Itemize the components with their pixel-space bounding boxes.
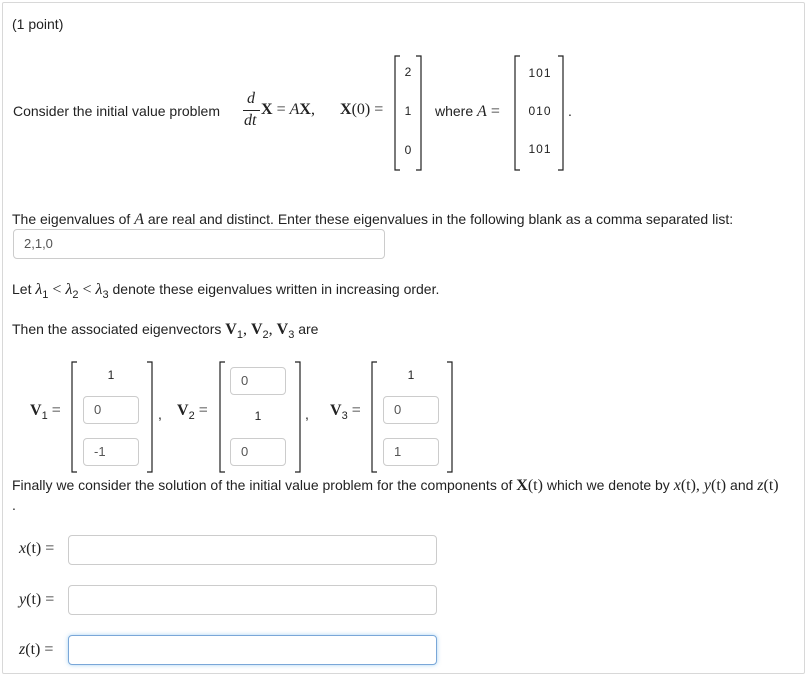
- v1-entry-3-input[interactable]: -1: [83, 438, 139, 466]
- x0-entry-3: 0: [404, 143, 412, 157]
- intro-text: Consider the initial value problem: [13, 103, 220, 119]
- v2-label: $V_2$ =: [177, 402, 208, 422]
- v3-entry-1: 1: [407, 368, 415, 382]
- eigenvalue-prompt: The eigenvalues of A are real and distinct. Enter these eigenvalues in the following blank as a comma separated list:: [12, 211, 734, 228]
- v2-entry-2: 1: [254, 409, 262, 423]
- matrix-a-row-1: 101: [528, 66, 552, 80]
- v1-label: $V_1$ =: [30, 402, 61, 422]
- v2-comma: ,: [305, 406, 309, 422]
- x-t-input[interactable]: [68, 535, 437, 565]
- z-t-label: z(t) =: [19, 641, 54, 658]
- fraction-bar: [243, 110, 260, 111]
- y-t-label: y(t) =: [19, 591, 55, 608]
- v3-label: $V_3$ =: [330, 402, 361, 422]
- v3-entry-3-input[interactable]: 1: [383, 438, 439, 466]
- z-t-input[interactable]: [68, 635, 437, 665]
- x-t-label: x(t) =: [19, 540, 55, 557]
- v3-entry-2-input[interactable]: 0: [383, 396, 439, 424]
- matrix-a-row-3: 101: [528, 142, 552, 156]
- y-t-input[interactable]: [68, 585, 437, 615]
- lambda-ordering-text: Let $\lambda_1 < \lambda_2 < \lambda_3$ denote these eigenvalues written in increasing order.: [12, 281, 440, 301]
- point-value: (1 point): [12, 16, 64, 32]
- x0-entry-2: 1: [404, 104, 412, 118]
- initial-condition-label: X(0) =: [340, 101, 384, 118]
- v2-entry-3-input[interactable]: 0: [230, 438, 286, 466]
- v1-comma: ,: [158, 406, 162, 422]
- statement-period: .: [568, 103, 572, 119]
- final-statement: Finally we consider the solution of the initial value problem for the components of X(t) which we denote by x(t), y(t) and z(t): [12, 477, 779, 494]
- final-period: .: [12, 497, 16, 513]
- v1-entry-1: 1: [107, 368, 115, 382]
- deriv-denominator: dt: [244, 112, 257, 129]
- matrix-a-row-2: 010: [528, 104, 552, 118]
- v2-entry-1-input[interactable]: 0: [230, 367, 286, 395]
- deriv-numerator: d: [247, 90, 255, 107]
- v1-entry-2-input[interactable]: 0: [83, 396, 139, 424]
- ode-equation: X = AX,: [261, 101, 315, 118]
- where-label: where A =: [435, 103, 500, 120]
- eigenvalues-input[interactable]: 2,1,0: [13, 229, 385, 259]
- eigenvector-intro: Then the associated eigenvectors $V_1$, $V_2$, $V_3$ are: [12, 321, 319, 341]
- x0-entry-1: 2: [404, 65, 412, 79]
